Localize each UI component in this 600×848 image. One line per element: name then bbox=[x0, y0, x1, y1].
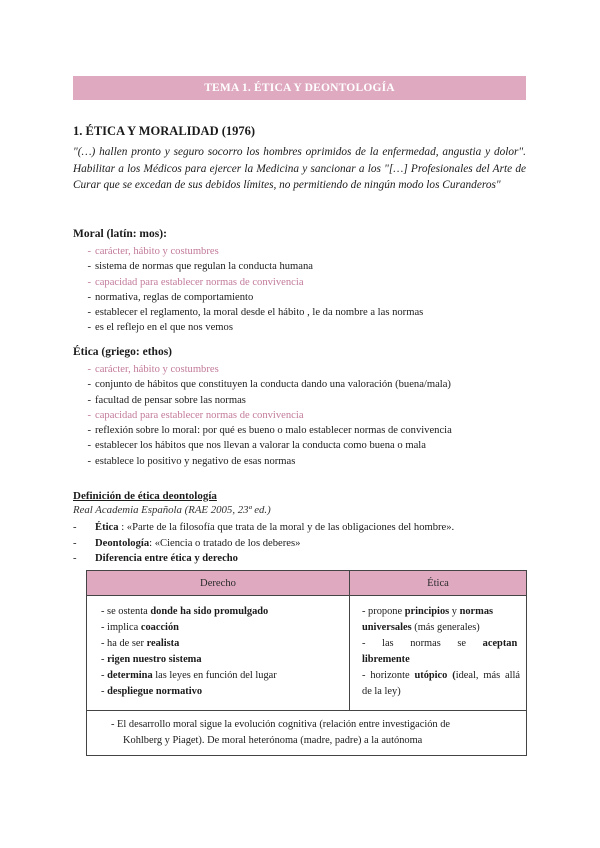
moral-list bbox=[73, 244, 526, 336]
difference-heading bbox=[73, 551, 526, 567]
list-item: universales (más generales) bbox=[362, 622, 480, 633]
list-item: - despliegue normativo bbox=[101, 686, 203, 697]
definition-text: : «Ciencia o tratado de los deberes» bbox=[149, 537, 301, 549]
definition-text: : «Parte de la filosofía que trata de la moral y de las obligaciones del hombre». bbox=[118, 522, 455, 533]
term: Deontología bbox=[95, 537, 150, 549]
etica-cell bbox=[350, 596, 527, 711]
etica-title: Ética (griego: ethos) bbox=[73, 346, 172, 358]
list-item: - ha de ser realista bbox=[101, 638, 180, 649]
list-item: - carácter, hábito y costumbres bbox=[73, 244, 526, 259]
header-derecho: Derecho bbox=[87, 571, 350, 596]
definition-deontologia bbox=[73, 536, 526, 552]
definition-title: Definición de ética deontología bbox=[73, 490, 217, 502]
etica-list bbox=[73, 362, 526, 469]
list-item: - reflexión sobre lo moral: por qué es bueno o malo establecer normas de convivencia bbox=[73, 423, 526, 438]
definition-etica bbox=[73, 520, 526, 536]
list-item: - propone principios y normas bbox=[362, 606, 494, 617]
list-item: libremente bbox=[362, 654, 410, 665]
list-item: - implica coacción bbox=[101, 622, 179, 633]
term: Ética bbox=[95, 522, 119, 533]
list-item: - las normas se aceptan bbox=[362, 638, 518, 649]
table-header-row bbox=[87, 571, 527, 596]
list-item: - establecer el reglamento, la moral desde el hábito , le da nombre a las normas bbox=[73, 305, 526, 320]
note-line: - El desarrollo moral sigue la evolución cognitiva (relación entre investigación de bbox=[111, 719, 451, 730]
list-item: - establece lo positivo y negativo de esas normas bbox=[73, 454, 526, 469]
list-item: - capacidad para establecer normas de convivencia bbox=[73, 408, 526, 423]
derecho-cell bbox=[87, 596, 350, 711]
moral-title: Moral (latín: mos): bbox=[73, 228, 167, 240]
header-etica: Ética bbox=[350, 571, 527, 596]
title-banner: TEMA 1. ÉTICA Y DEONTOLOGÍA bbox=[73, 76, 526, 100]
list-item: - determina las leyes en función del lugar bbox=[101, 670, 277, 681]
term: Diferencia entre ética y derecho bbox=[95, 553, 238, 565]
list-item: - carácter, hábito y costumbres bbox=[73, 362, 526, 377]
table-footer-row bbox=[87, 711, 527, 756]
list-item: - se ostenta donde ha sido promulgado bbox=[101, 606, 269, 617]
development-note bbox=[87, 711, 527, 756]
definitions-list bbox=[73, 520, 526, 567]
section-heading: 1. ÉTICA Y MORALIDAD (1976) bbox=[73, 124, 256, 138]
list-item: - es el reflejo en el que nos vemos bbox=[73, 320, 526, 335]
list-item: - conjunto de hábitos que constituyen la conducta dando una valoración (buena/mala) bbox=[73, 377, 526, 392]
comparison-table bbox=[86, 570, 527, 756]
list-item: - establecer los hábitos que nos llevan a valorar la conducta como buena o mala bbox=[73, 438, 526, 453]
list-item: - capacidad para establecer normas de convivencia bbox=[73, 275, 526, 290]
rae-source: Real Academia Española (RAE 2005, 23ª ed.) bbox=[73, 504, 271, 516]
quote-paragraph: "(…) hallen pronto y seguro socorro los hombres oprimidos de la enfermedad, angustia y dolor". Habilitar a los Médicos para ejercer la Medicina y sancionar a los "[…] Profesionales del Arte de Curar que se excedan de sus debidos límites, no permitiendo de ningún modo los Curanderos" bbox=[73, 146, 526, 191]
note-line: Kohlberg y Piaget). De moral heterónoma (madre, padre) a la autónoma bbox=[123, 735, 423, 746]
list-item: - horizonte utópico (ideal, más allá de la ley) bbox=[362, 670, 520, 697]
list-item: - sistema de normas que regulan la conducta humana bbox=[73, 259, 526, 274]
list-item: - normativa, reglas de comportamiento bbox=[73, 290, 526, 305]
list-item: - rigen nuestro sistema bbox=[101, 654, 202, 665]
list-item: - facultad de pensar sobre las normas bbox=[73, 393, 526, 408]
table-row bbox=[87, 596, 527, 711]
